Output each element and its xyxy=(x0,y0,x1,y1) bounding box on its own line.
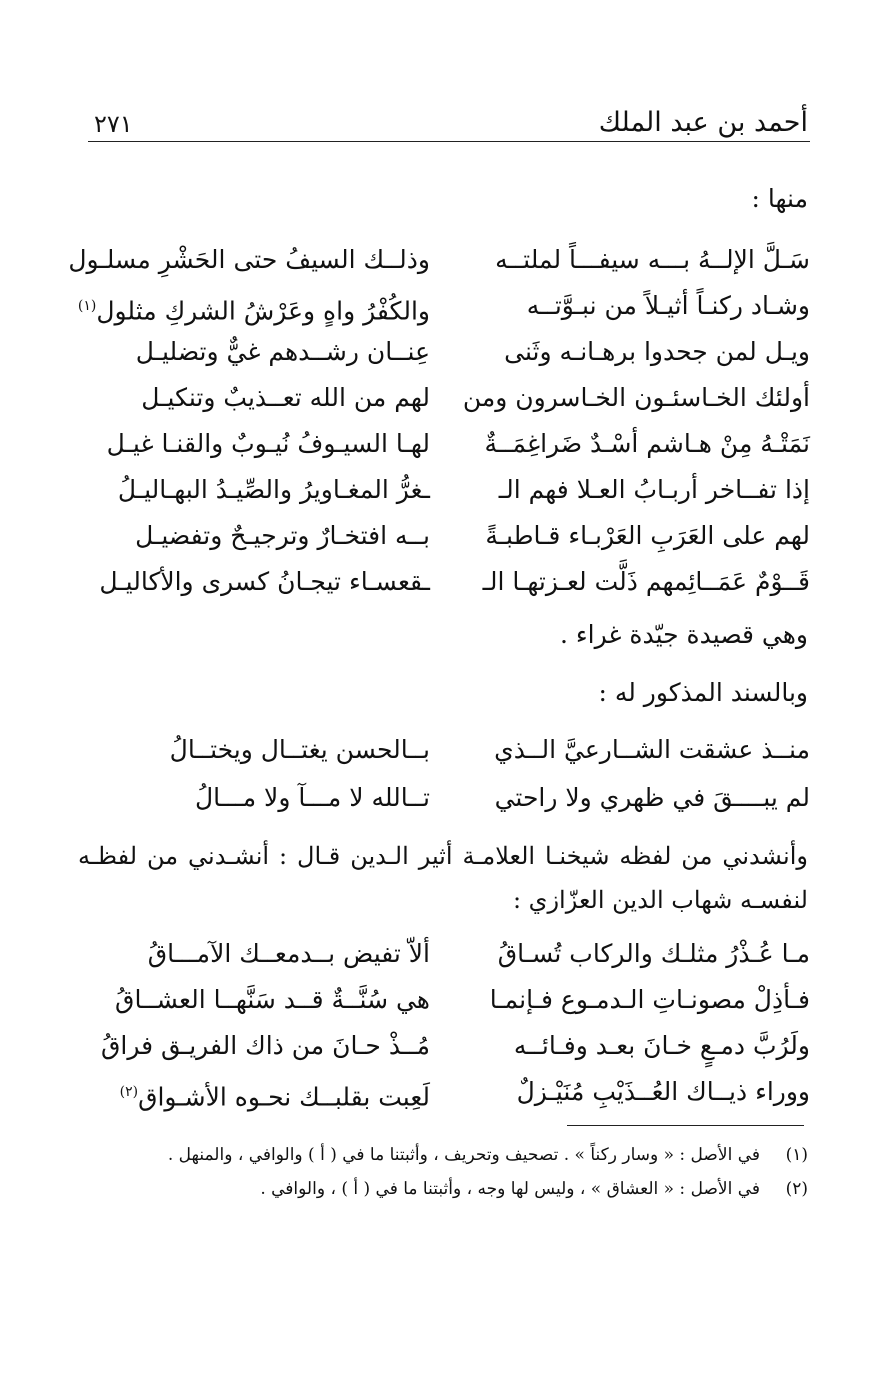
footnote-text: في الأصل : « وسار ركناً » . تصحيف وتحريف ، وأثبتنا ما في ( أ ) والوافي ، والمنهل . xyxy=(167,1145,760,1165)
verse-second-text: بــه افتخـارٌ وترجيـحٌ وتفضيـل xyxy=(135,521,430,550)
verse-second-hemistich xyxy=(117,470,430,510)
prose-paragraph: وأنشدني من لفظه شيخنـا العلامـة أثير الـدين قـال : أنشـدني من لفظـه لنفسـه شهاب الدين العزّازي : xyxy=(78,842,808,914)
verse-second-text: هي سُنَّــةٌ قــد سَنَّهــا العشــاقُ xyxy=(115,985,430,1014)
verse-first-hemistich: وشـاد ركنـاً أثيـلاً من نبـوَّتــه xyxy=(526,291,810,320)
poem-1 xyxy=(68,240,810,608)
verse-second-text: والكُفْرُ واهٍ وعَرْشُ الشركِ مثلول xyxy=(96,296,430,326)
verse-second-text: ـغرُّ المغـاويرُ والصِّيـدُ البهـاليـلُ xyxy=(117,475,430,504)
verse-second-hemistich xyxy=(120,378,430,418)
verse-second-hemistich xyxy=(120,1072,430,1117)
verse-first-hemistich: قَــوْمٌ عَمَــائِمهم ذَلَّت لعـزتهـا الـ xyxy=(482,567,810,596)
verse-second-text: وذلــك السيفُ حتى الحَشْرِ مسلـول xyxy=(68,245,430,274)
verse-second-text: مُــذْ حـانَ من ذاك الفريـق فراقُ xyxy=(101,1031,430,1060)
verse-line xyxy=(80,470,810,516)
footnotes xyxy=(78,1138,808,1206)
running-title: أحمد بن عبد الملك xyxy=(598,107,808,138)
verse-second-hemistich xyxy=(120,730,430,770)
verse-second-hemistich xyxy=(120,934,430,974)
verse-second-hemistich xyxy=(77,286,430,331)
verse-line xyxy=(80,730,810,778)
footnote-item xyxy=(78,1138,808,1172)
verse-second-text: ـقعسـاء تيجـانُ كسرى والأكاليـل xyxy=(99,567,430,596)
poem-2 xyxy=(80,730,810,826)
verse-second-text: تــالله لا مـــآ ولا مـــالُ xyxy=(194,783,430,812)
verse-first-hemistich: إذا تفــاخر أربـابُ العـلا فهم الـ xyxy=(498,475,810,504)
verse-second-text: بــالحسن يغتــال ويختــالُ xyxy=(169,735,430,764)
verse-second-hemistich xyxy=(99,562,430,602)
verse-first-hemistich: لم يبــــقَ في ظهري ولا راحتي xyxy=(494,783,810,812)
verse-line xyxy=(80,1072,810,1118)
verse-line xyxy=(80,1026,810,1072)
footnote-number: (٢) xyxy=(785,1179,808,1199)
verse-line xyxy=(80,934,810,980)
verse-second-hemistich xyxy=(115,980,430,1020)
verse-second-text: ألاّ تفيض بــدمعــك الآمـــاقُ xyxy=(147,939,430,968)
verse-line xyxy=(80,562,810,608)
header-rule xyxy=(88,141,810,142)
verse-line xyxy=(80,778,810,826)
footnote-text: في الأصل : « العشاق » ، وليس لها وجه ، وأثبتنا ما في ( أ ) ، والوافي . xyxy=(260,1179,760,1199)
intro-sanad: وبالسند المذكور له : xyxy=(598,678,808,707)
footnote-rule xyxy=(567,1125,804,1126)
verse-first-hemistich: منــذ عشقت الشــارعيَّ الــذي xyxy=(494,735,810,764)
verse-second-text: عِنــان رشــدهم غيٌّ وتضليـل xyxy=(135,337,430,366)
verse-first-hemistich: ووراء ذيــاك العُــذَيْبِ مُنَيْـزلٌ xyxy=(516,1077,810,1106)
verse-second-hemistich xyxy=(120,778,430,818)
verse-second-text: لَعِبت بقلبــك نحـوه الأشـواق xyxy=(138,1082,430,1112)
footnote-marker: (١) xyxy=(77,298,97,314)
verse-second-hemistich xyxy=(68,240,430,280)
page-number: ٢٧١ xyxy=(94,110,133,138)
verse-line xyxy=(80,378,810,424)
verse-line xyxy=(80,332,810,378)
verse-line xyxy=(77,286,810,332)
intro-minha: منها : xyxy=(751,184,808,213)
poem-3 xyxy=(80,934,810,1118)
verse-first-hemistich: مـا عُـذْرُ مثلـك والركاب تُسـاقُ xyxy=(497,939,810,968)
verse-first-hemistich: نَمَتْـهُ مِنْ هـاشم أسْـدٌ ضَراغِمَــةٌ xyxy=(484,429,810,458)
verse-second-hemistich xyxy=(106,424,430,464)
verse-second-text: لهـا السيـوفُ نُيـوبٌ والقنـا غيـل xyxy=(106,429,430,458)
verse-line xyxy=(68,240,810,286)
remark-line: وهي قصيدة جيّدة غراء . xyxy=(559,620,808,649)
running-header xyxy=(88,104,808,138)
footnote-item xyxy=(78,1172,808,1206)
footnote-number: (١) xyxy=(785,1145,808,1165)
verse-first-hemistich: أولئك الخـاسئـون الخـاسرون ومن xyxy=(462,383,810,412)
verse-second-hemistich xyxy=(120,332,430,372)
verse-first-hemistich: لهم على العَرَبِ العَرْبـاء قـاطبـةً xyxy=(485,521,810,550)
verse-line xyxy=(80,516,810,562)
verse-second-hemistich xyxy=(120,516,430,556)
verse-second-text: لهم من الله تعــذيبٌ وتنكيـل xyxy=(141,383,430,412)
verse-first-hemistich: ويـل لمن جحدوا برهـانـه وثَنى xyxy=(504,337,810,366)
verse-line xyxy=(80,980,810,1026)
verse-second-hemistich xyxy=(101,1026,430,1066)
verse-line xyxy=(80,424,810,470)
verse-first-hemistich: سَـلَّ الإلــهُ بـــه سيفـــاً لملتــه xyxy=(495,245,810,274)
verse-first-hemistich: ولَرُبَّ دمـعٍ خـانَ بعـد وفـائــه xyxy=(513,1031,810,1060)
verse-first-hemistich: فـأذِلْ مصونـاتِ الـدمـوع فـإنمـا xyxy=(489,985,810,1014)
footnote-marker: (٢) xyxy=(119,1084,139,1100)
